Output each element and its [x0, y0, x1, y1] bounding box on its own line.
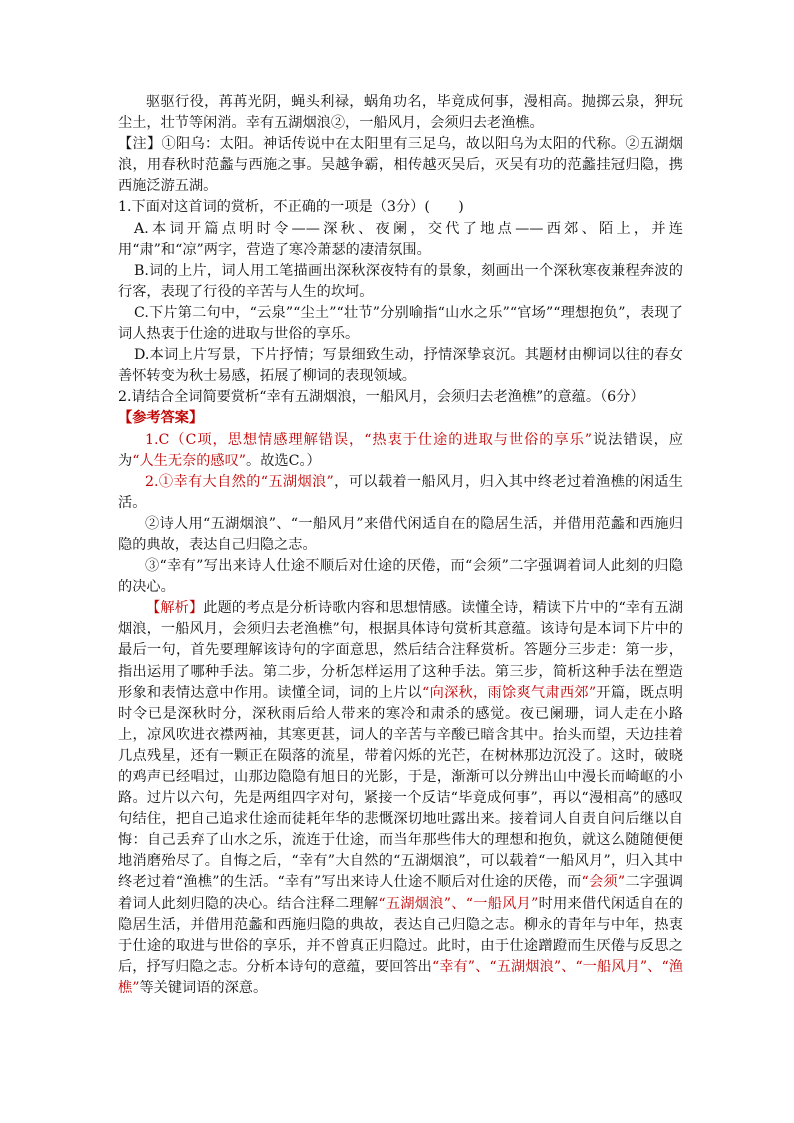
answer-1	[118, 430, 683, 472]
analysis-part-4: 时用来借代闲适自在的隐居生活，并借用范蠡和西施归隐的典故，表达自己归隐之志。柳永的青年与中年，热衷于仕途的取进与世俗的享乐，并不曾真正归隐过。此时，由于仕途蹭蹬而生厌倦与反思之后，抒写归隐之志。分析本诗句的意蕴，要回答出	[118, 895, 683, 975]
answer-1-end: 。故选C。）	[246, 452, 321, 469]
analysis-quote-2: “会须”	[581, 874, 626, 891]
analysis-quote-3: “五湖烟浪”、“一船风月”	[378, 895, 539, 912]
poem-text: 驱驱行役，苒苒光阴，蝇头利禄，蜗角功名，毕竟成何事，漫相高。抛掷云泉，狎玩尘土，壮节等闲消。幸有五湖烟浪②，一船风月，会须归去老渔樵。	[118, 94, 683, 132]
answer-2-item-1-highlight: 2.①幸有大自然的“五湖烟浪”	[145, 473, 334, 490]
question-1-stem: 1.下面对这首词的赏析，不正确的一项是（3分）( )	[118, 199, 464, 216]
analysis-quote-4: “幸有”、“五湖烟浪”、“一船风月”、“渔樵”	[118, 958, 683, 996]
answer-2-item-1	[118, 472, 683, 514]
question-1-option-c: C.下片第二句中，“云泉”“尘土”“壮节”分别喻指“山水之乐”“官场”“理想抱负”，表现了词人热衷于仕途的进取与世俗的享乐。	[118, 304, 683, 343]
analysis-part-2: 开篇，既点明时令已是深秋时分，深秋雨后给人带来的寒冷和肃杀的感觉。夜已阑珊，词人走在小路上，凉风吹进衣襟两袖，其寒更甚，词人的辛苦与辛酸已暗含其中。抬头而望，天边挂着几点残星，还有一颗正在陨落的流星，带着闪烁的光芒，在树林那边沉没了。这时，破晓的鸡声已经唱过，山那边隐隐有旭日的光影，于是，渐渐可以分辨出山中漫长而崎岖的小路。过片以六句，先是两组四字对句，紧接一个反诘“毕竟成何事”，再以“漫相高”的感叹句结住，把自己追求仕途而徒耗年华的悲慨深切地吐露出来。接着词人自责自问后继以自悔：自己丢弃了山水之乐，流连于仕途，而当年那些伟大的理想和抱负，就这么随随便便地消磨殆尽了。自悔之后，“幸有”大自然的“五湖烟浪”，可以载着“一船风月”，归入其中终老过着“渔樵”的生活。“幸有”写出来诗人仕途不顺后对仕途的厌倦，而	[118, 684, 683, 891]
analysis-part-3: 二字强调着词人此刻归隐的决心。结合注释二理解	[118, 874, 683, 912]
answer-1-highlight-2: “人生无奈的感叹”	[132, 452, 247, 469]
answer-2-item-2: ②诗人用“五湖烟浪”、“一船风月”来借代闲适自在的隐居生活，并借用范蠡和西施归隐的典故，表达自己归隐之志。	[118, 515, 683, 553]
analysis-paragraph	[118, 598, 683, 999]
answer-heading: 【参考答案】	[118, 410, 204, 427]
question-1-option-d: D.本词上片写景，下片抒情；写景细致生动，抒情深挚哀沉。其题材由柳词以往的春女善怀转变为秋士易感，拓展了柳词的表现领域。	[118, 347, 683, 385]
document-body	[118, 92, 683, 999]
question-1-option-b: B.词的上片，词人用工笔描画出深秋深夜特有的景象，刻画出一个深秋寒夜兼程奔波的行客，表现了行役的辛苦与人生的坎坷。	[118, 262, 683, 300]
answer-2-item-3: ③“幸有”写出来诗人仕途不顺后对仕途的厌倦，而“会须”二字强调着词人此刻的归隐的决心。	[118, 558, 683, 596]
question-2-stem: 2.请结合全词简要赏析“幸有五湖烟浪，一船风月，会须归去老渔樵”的意蕴。（6分）	[118, 389, 645, 406]
answer-2-item-1-rest: ，可以载着一船风月，归入其中终老过着渔樵的闲适生活。	[118, 473, 683, 511]
analysis-part-1: 此题的考点是分析诗歌内容和思想情感。读懂全诗，精读下片中的“幸有五湖烟浪，一船风月，会须归去老渔樵”句，根据具体诗句赏析其意蕴。该诗句是本词下片中的最后一句，首先要理解该诗句的字面意思，然后结合注释赏析。答题分三步走：第一步，指出运用了哪种手法。第二步，分析怎样运用了这种手法。第三步，简析这种手法在塑造形象和表情达意中作用。读懂全词，词的上片以	[118, 600, 683, 701]
answer-1-prefix: 1.C（C项，思想情感理解错误，	[145, 431, 365, 448]
analysis-quote-1: “向深秋，雨馀爽气肃西郊”	[422, 684, 597, 701]
question-1-option-a: A.本词开篇点明时令——深秋、夜阑，交代了地点——西郊、陌上，并连用“肃”和“凉”两字，营造了寒冷萧瑟的凄清氛围。	[118, 220, 683, 258]
answer-1-highlight: “热衷于仕途的进取与世俗的享乐”	[364, 431, 592, 448]
analysis-tag: 【解析】	[146, 600, 204, 617]
poem-note: 【注】①阳乌：太阳。神话传说中在太阳里有三足乌，故以阳乌为太阳的代称。②五湖烟浪，用春秋时范蠡与西施之事。吴越争霸，相传越灭吴后，灭吴有功的范蠡挂冠归隐，携西施泛游五湖。	[118, 136, 683, 195]
analysis-part-5: 等关键词语的深意。	[139, 979, 268, 996]
answer-1-suffix: 说法错误，应为	[118, 431, 683, 469]
